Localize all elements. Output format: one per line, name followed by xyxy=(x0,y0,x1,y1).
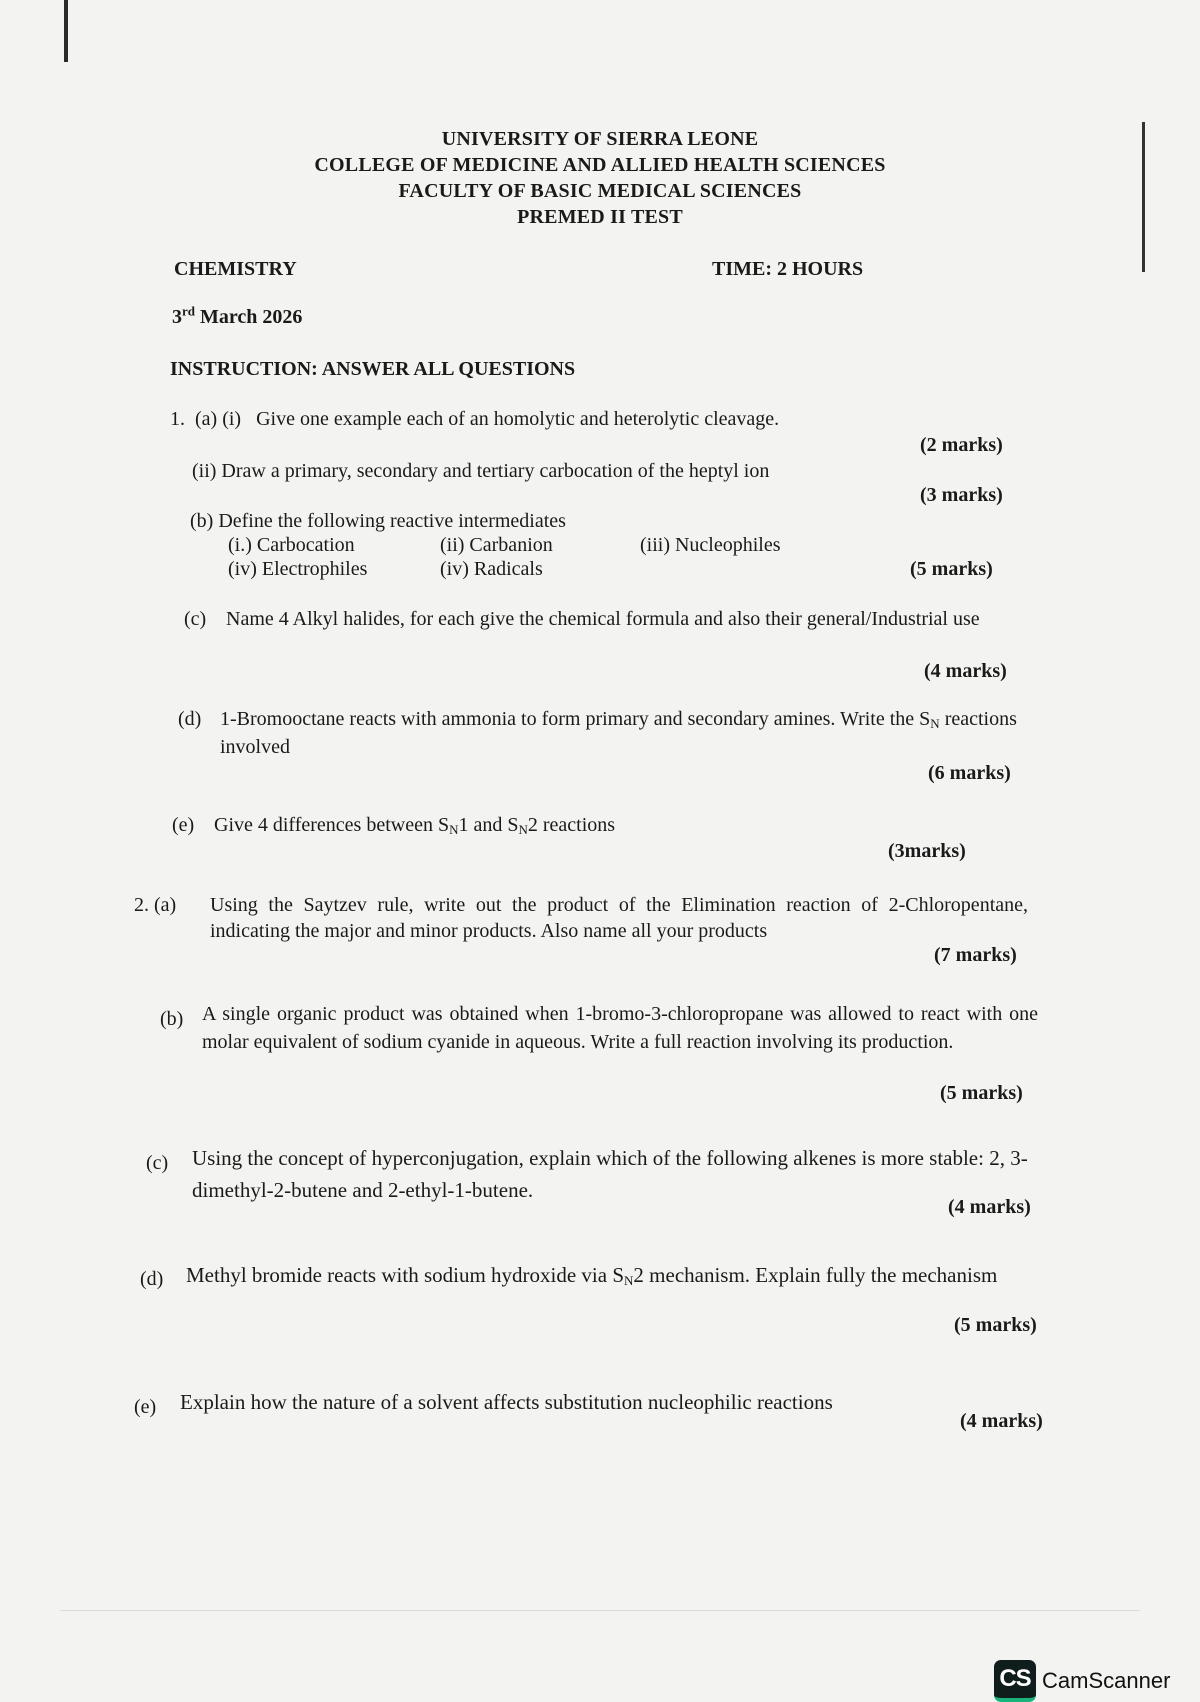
q2-a-label: 2. (a) xyxy=(134,894,177,916)
q2-d-text: Methyl bromide reacts with sodium hydroxide via $S_N2$ mechanism. Explain fully the mechanism xyxy=(186,1263,998,1288)
faculty-title: FACULTY OF BASIC MEDICAL SCIENCES xyxy=(398,180,802,202)
exam-date: 3rd March 2026 xyxy=(172,303,303,328)
scan-edge-mark xyxy=(64,0,68,62)
college-title: COLLEGE OF MEDICINE AND ALLIED HEALTH SCIENCES xyxy=(314,154,886,176)
q2-e-text: Explain how the nature of a solvent affects substitution nucleophilic reactions xyxy=(180,1390,833,1414)
q2-e-label: (e) xyxy=(134,1396,157,1418)
q1-e-label: (e) xyxy=(172,814,195,836)
q2-a-text: Using the Saytzev rule, write out the product of the Elimination reaction of 2-Chloropentane, indicating the major and minor products. Also name all your products xyxy=(210,894,1028,942)
q1-a-i-marks: (2 marks) xyxy=(920,434,1003,456)
q2-b-text: A single organic product was obtained when 1-bromo-3-chloropropane was allowed to react with one molar equivalent of sodium cyanide in aqueous. Write a full reaction involving its production. xyxy=(202,1003,1038,1053)
university-title: UNIVERSITY OF SIERRA LEONE xyxy=(441,128,759,150)
q2-d-label: (d) xyxy=(140,1268,164,1290)
q2-d-marks: (5 marks) xyxy=(954,1314,1037,1336)
q1-e-marks: (3marks) xyxy=(888,840,966,862)
q2-e-marks: (4 marks) xyxy=(960,1410,1043,1432)
q2-a-marks: (7 marks) xyxy=(934,944,1017,966)
q1-d-label: (d) xyxy=(178,708,202,730)
q1-c-text: Name 4 Alkyl halides, for each give the chemical formula and also their general/Industrial use xyxy=(226,608,980,630)
camscanner-brand: CamScanner xyxy=(1042,1668,1171,1693)
camscanner-logo-icon: CS xyxy=(994,1660,1036,1702)
q1-b: (b) Define the following reactive intermediates xyxy=(190,510,566,532)
q2-b-label: (b) xyxy=(160,1008,184,1030)
q1-b-marks: (5 marks) xyxy=(910,558,993,580)
test-title: PREMED II TEST xyxy=(517,206,683,228)
q2-b-marks: (5 marks) xyxy=(940,1082,1023,1104)
q2-c-marks: (4 marks) xyxy=(948,1196,1031,1218)
q1-a-ii: (ii) Draw a primary, secondary and tertiary carbocation of the heptyl ion xyxy=(192,460,770,482)
q1-c-marks: (4 marks) xyxy=(924,660,1007,682)
q1-e-text: Give 4 differences between $S_N1$ and $S_N2$ reactions xyxy=(214,814,616,837)
instruction: INSTRUCTION: ANSWER ALL QUESTIONS xyxy=(170,358,576,380)
q1-a-i: 1. (a) (i) Give one example each of an homolytic and heterolytic cleavage. xyxy=(170,408,780,430)
q1-b-item: (iv) Electrophiles xyxy=(228,558,368,580)
q1-d-marks: (6 marks) xyxy=(928,762,1011,784)
q1-a-ii-marks: (3 marks) xyxy=(920,484,1003,506)
q1-b-item: (i.) Carbocation xyxy=(228,534,355,556)
page-bottom-edge xyxy=(60,1610,1140,1611)
q1-b-item: (ii) Carbanion xyxy=(440,534,553,556)
q1-b-item: (iv) Radicals xyxy=(440,558,543,580)
q1-d-text: 1-Bromooctane reacts with ammonia to form primary and secondary amines. Write the $S_N$ reactions involved xyxy=(220,708,1017,758)
camscanner-watermark xyxy=(994,1660,1170,1702)
q1-c-label: (c) xyxy=(184,608,207,630)
subject-label: CHEMISTRY xyxy=(174,258,297,280)
time-label: TIME: 2 HOURS xyxy=(712,258,864,280)
q2-c-text: Using the concept of hyperconjugation, explain which of the following alkenes is more stable: 2, 3-dimethyl-2-butene and 2-ethyl-1-butene. xyxy=(192,1146,1028,1202)
q2-c-label: (c) xyxy=(146,1152,169,1174)
q1-b-item: (iii) Nucleophiles xyxy=(640,534,781,556)
